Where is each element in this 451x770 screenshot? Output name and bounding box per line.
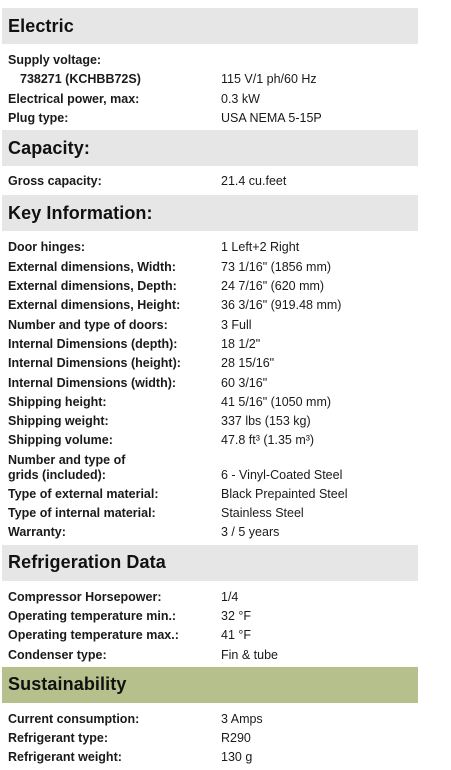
spec-value — [215, 51, 418, 70]
spec-value: USA NEMA 5-15P — [221, 110, 322, 125]
spec-row — [2, 172, 418, 191]
spec-row — [2, 90, 418, 109]
spec-label: Door hinges: — [8, 240, 86, 255]
spec-label: Compressor Horsepower: — [8, 589, 162, 604]
spec-label: Condenser type: — [8, 647, 107, 662]
spec-label: Shipping volume: — [8, 433, 113, 448]
spec-value: 3 / 5 years — [221, 525, 280, 540]
spec-value: 32 °F — [221, 608, 252, 623]
section-body-refrigeration-data — [2, 581, 418, 667]
spec-value: Fin & tube — [221, 647, 278, 662]
spec-label: Type of internal material: — [8, 506, 156, 521]
spec-row — [2, 748, 418, 767]
spec-row — [2, 626, 418, 645]
spec-row — [2, 485, 418, 504]
spec-sheet — [2, 8, 418, 770]
spec-row — [2, 238, 418, 257]
section-body-sustainability — [2, 703, 418, 770]
spec-value: 115 V/1 ph/60 Hz — [221, 72, 317, 87]
spec-label: Number and type of grids (included): — [8, 452, 126, 482]
spec-label: Supply voltage: — [8, 53, 102, 67]
spec-value: R290 — [221, 731, 251, 746]
section-body-key-information — [2, 231, 418, 544]
spec-label: Shipping weight: — [8, 414, 109, 429]
spec-value: 18 1/2" — [221, 336, 261, 351]
spec-value: 24 7/16" (620 mm) — [221, 279, 325, 294]
spec-row — [2, 51, 418, 70]
spec-row — [2, 523, 418, 542]
spec-value: 337 lbs (153 kg) — [221, 414, 311, 429]
spec-label: Current consumption: — [8, 711, 140, 726]
spec-value: 73 1/16" (1856 mm) — [221, 259, 332, 274]
spec-value: Stainless Steel — [221, 506, 304, 521]
spec-label: Operating temperature max.: — [8, 628, 179, 643]
spec-label: External dimensions, Width: — [8, 259, 176, 274]
spec-label: Operating temperature min.: — [8, 608, 177, 623]
spec-label: Internal Dimensions (depth): — [8, 336, 178, 351]
spec-label: Internal Dimensions (width): — [8, 375, 177, 390]
spec-row — [2, 258, 418, 277]
spec-row — [2, 451, 418, 485]
spec-row — [2, 354, 418, 373]
section-header-capacity: Capacity: — [2, 130, 418, 166]
spec-row — [2, 316, 418, 335]
spec-row — [2, 412, 418, 431]
spec-label: Gross capacity: — [8, 174, 102, 189]
spec-label: Electrical power, max: — [8, 91, 140, 106]
spec-label: Internal Dimensions (height): — [8, 356, 181, 371]
spec-row — [2, 646, 418, 665]
spec-row — [2, 504, 418, 523]
section-header-sustainability: Sustainability — [2, 667, 418, 703]
spec-row — [2, 70, 418, 89]
spec-value: 3 Full — [221, 317, 252, 332]
spec-label: Refrigerant type: — [8, 731, 109, 746]
spec-label: External dimensions, Depth: — [8, 279, 177, 294]
spec-label: 738271 (KCHBB72S) — [20, 72, 141, 87]
spec-label: Number and type of doors: — [8, 317, 168, 332]
spec-label: Shipping height: — [8, 394, 107, 409]
spec-label: Refrigerant weight: — [8, 750, 122, 765]
spec-label: External dimensions, Height: — [8, 298, 181, 313]
spec-value: 41 5/16" (1050 mm) — [221, 394, 332, 409]
spec-value: 36 3/16" (919.48 mm) — [221, 298, 342, 313]
spec-value: 1 Left+2 Right — [221, 240, 300, 255]
spec-row — [2, 374, 418, 393]
spec-value: 0.3 kW — [221, 91, 260, 106]
spec-row — [2, 607, 418, 626]
spec-value: 6 - Vinyl-Coated Steel — [221, 467, 343, 482]
spec-label: Plug type: — [8, 110, 69, 125]
spec-row — [2, 710, 418, 729]
spec-row — [2, 335, 418, 354]
spec-value: 130 g — [221, 750, 253, 765]
section-body-electric — [2, 44, 418, 130]
spec-row — [2, 296, 418, 315]
spec-label: Type of external material: — [8, 486, 159, 501]
spec-value: 28 15/16" — [221, 356, 275, 371]
spec-value: 60 3/16" — [221, 375, 268, 390]
spec-row — [2, 109, 418, 128]
spec-value: 3 Amps — [221, 711, 263, 726]
spec-label: Warranty: — [8, 525, 66, 540]
spec-value: 41 °F — [221, 628, 252, 643]
spec-row — [2, 431, 418, 450]
section-header-refrigeration-data: Refrigeration Data — [2, 545, 418, 581]
spec-value: Black Prepainted Steel — [221, 486, 348, 501]
section-body-capacity — [2, 166, 418, 195]
spec-row — [2, 277, 418, 296]
spec-row — [2, 393, 418, 412]
spec-value: 1/4 — [221, 589, 239, 604]
spec-value: 47.8 ft³ (1.35 m³) — [221, 433, 315, 448]
section-header-key-information: Key Information: — [2, 195, 418, 231]
section-header-electric: Electric — [2, 8, 418, 44]
spec-row — [2, 588, 418, 607]
spec-value: 21.4 cu.feet — [221, 174, 287, 189]
